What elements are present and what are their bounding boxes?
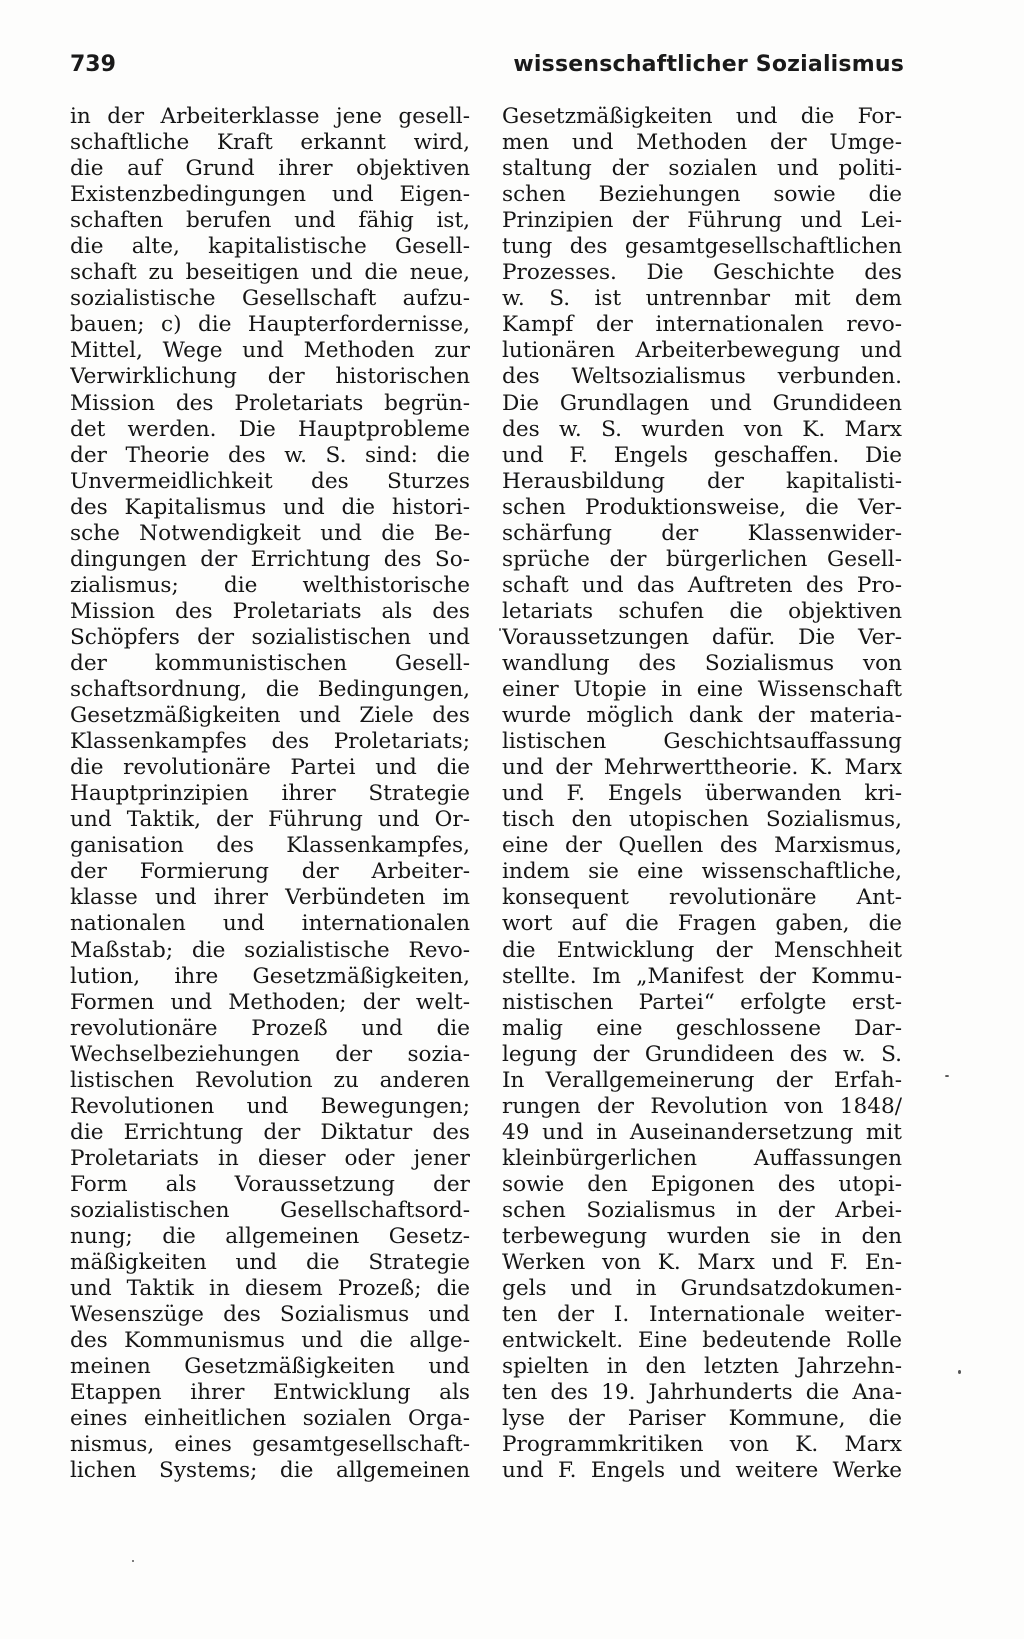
- text-line: Programmkritiken von K. Marx: [502, 1432, 902, 1458]
- text-line: schaft zu beseitigen und die neue,: [70, 260, 470, 286]
- text-column-left: [70, 104, 470, 1484]
- text-line: Verwirklichung der historischen: [70, 364, 470, 390]
- page-number: 739: [70, 52, 116, 77]
- text-line: und Taktik in diesem Prozeß; die: [70, 1276, 470, 1302]
- text-line: ten der I. Internationale weiter-: [502, 1302, 902, 1328]
- text-line: men und Methoden der Umge-: [502, 130, 902, 156]
- scan-speck: [499, 628, 501, 631]
- text-line: staltung der sozialen und politi-: [502, 156, 902, 182]
- text-line: tung des gesamtgesellschaftlichen: [502, 234, 902, 260]
- text-line: schen Sozialismus in der Arbei-: [502, 1197, 902, 1223]
- text-line: Formen und Methoden; der welt-: [70, 989, 470, 1015]
- text-line: mäßigkeiten und die Strategie: [70, 1250, 470, 1276]
- text-line: die Entwicklung der Menschheit: [502, 937, 902, 963]
- text-line: Die Grundlagen und Grundideen: [502, 390, 902, 416]
- text-line: des Kommunismus und die allge-: [70, 1328, 470, 1354]
- text-line: Etappen ihrer Entwicklung als: [70, 1380, 470, 1406]
- text-line: lutionären Arbeiterbewegung und: [502, 338, 902, 364]
- text-line: wurde möglich dank der materia-: [502, 703, 902, 729]
- scan-speck: [132, 1560, 134, 1562]
- text-line: malig eine geschlossene Dar-: [502, 1015, 902, 1041]
- text-line: die alte, kapitalistische Gesell-: [70, 234, 470, 260]
- text-line: schaftliche Kraft erkannt wird,: [70, 130, 470, 156]
- scan-speck: [958, 1370, 961, 1374]
- text-line: nung; die allgemeinen Gesetz-: [70, 1224, 470, 1250]
- text-line: listischen Revolution zu anderen: [70, 1067, 470, 1093]
- text-line: rungen der Revolution von 1848/: [502, 1093, 902, 1119]
- text-line: eines einheitlichen sozialen Orga-: [70, 1406, 470, 1432]
- text-line: entwickelt. Eine bedeutende Rolle: [502, 1328, 902, 1354]
- text-line: Mission des Proletariats als des: [70, 598, 470, 624]
- text-line: und der Mehrwerttheorie. K. Marx: [502, 755, 902, 781]
- text-line: in der Arbeiterklasse jene gesell-: [70, 104, 470, 129]
- text-line: listischen Geschichtsauffassung: [502, 729, 902, 755]
- text-line: indem sie eine wissenschaftliche,: [502, 859, 902, 885]
- text-line: Mission des Proletariats begrün-: [70, 390, 470, 416]
- text-line: Voraussetzungen dafür. Die Ver-: [502, 624, 902, 650]
- text-line: die Errichtung der Diktatur des: [70, 1119, 470, 1145]
- text-line: Prozesses. Die Geschichte des: [502, 260, 902, 286]
- text-line: spielten in den letzten Jahrzehn-: [502, 1354, 902, 1380]
- text-line: des Kapitalismus und die histori-: [70, 494, 470, 520]
- text-line: sprüche der bürgerlichen Gesell-: [502, 546, 902, 572]
- text-line: Proletariats in dieser oder jener: [70, 1145, 470, 1171]
- text-line: ganisation des Klassenkampfes,: [70, 833, 470, 859]
- text-line: schaften berufen und fähig ist,: [70, 208, 470, 234]
- text-line: schen Produktionsweise, die Ver-: [502, 494, 902, 520]
- text-line: Mittel, Wege und Methoden zur: [70, 338, 470, 364]
- text-line: gels und in Grundsatzdokumen-: [502, 1276, 902, 1302]
- text-line: Werken von K. Marx und F. En-: [502, 1250, 902, 1276]
- text-line: der kommunistischen Gesell-: [70, 650, 470, 676]
- text-line: wort auf die Fragen gaben, die: [502, 911, 902, 937]
- text-line: des w. S. wurden von K. Marx: [502, 416, 902, 442]
- text-line: Herausbildung der kapitalisti-: [502, 468, 902, 494]
- text-line: Form als Voraussetzung der: [70, 1171, 470, 1197]
- text-line: Gesetzmäßigkeiten und die For-: [502, 104, 902, 129]
- text-line: zialismus; die welthistorische: [70, 572, 470, 598]
- text-line: lyse der Pariser Kommune, die: [502, 1406, 902, 1432]
- text-line: die revolutionäre Partei und die: [70, 755, 470, 781]
- text-line: Prinzipien der Führung und Lei-: [502, 208, 902, 234]
- running-head: wissenschaftlicher Sozialismus: [513, 52, 904, 77]
- scan-speck: [945, 1075, 949, 1077]
- text-line: sozialistische Gesellschaft aufzu-: [70, 286, 470, 312]
- text-line: Maßstab; die sozialistische Revo-: [70, 937, 470, 963]
- text-line: und F. Engels überwanden kri-: [502, 781, 902, 807]
- text-line: Kampf der internationalen revo-: [502, 312, 902, 338]
- text-line: Revolutionen und Bewegungen;: [70, 1093, 470, 1119]
- text-line: einer Utopie in eine Wissenschaft: [502, 677, 902, 703]
- text-line: der Theorie des w. S. sind: die: [70, 442, 470, 468]
- text-line: meinen Gesetzmäßigkeiten und: [70, 1354, 470, 1380]
- text-line: schen Beziehungen sowie die: [502, 182, 902, 208]
- text-line: ten des 19. Jahrhunderts die Ana-: [502, 1380, 902, 1406]
- text-line: Klassenkampfes des Proletariats;: [70, 729, 470, 755]
- text-line: Hauptprinzipien ihrer Strategie: [70, 781, 470, 807]
- text-line: und F. Engels geschaffen. Die: [502, 442, 902, 468]
- text-line: Existenzbedingungen und Eigen-: [70, 182, 470, 208]
- text-line: revolutionäre Prozeß und die: [70, 1015, 470, 1041]
- text-line: schärfung der Klassenwider-: [502, 520, 902, 546]
- text-line: nistischen Partei“ erfolgte erst-: [502, 989, 902, 1015]
- text-line: und Taktik, der Führung und Or-: [70, 807, 470, 833]
- text-line: sozialistischen Gesellschaftsord-: [70, 1197, 470, 1223]
- text-line: und F. Engels und weitere Werke: [502, 1458, 902, 1484]
- text-line: kleinbürgerlichen Auffassungen: [502, 1145, 902, 1171]
- text-line: nationalen und internationalen: [70, 911, 470, 937]
- text-line: Wesenszüge des Sozialismus und: [70, 1302, 470, 1328]
- text-line: lution, ihre Gesetzmäßigkeiten,: [70, 963, 470, 989]
- text-line: der Formierung der Arbeiter-: [70, 859, 470, 885]
- text-line: letariats schufen die objektiven: [502, 598, 902, 624]
- text-line: sowie den Epigonen des utopi-: [502, 1171, 902, 1197]
- text-line: det werden. Die Hauptprobleme: [70, 416, 470, 442]
- text-line: lichen Systems; die allgemeinen: [70, 1458, 470, 1484]
- text-line: klasse und ihrer Verbündeten im: [70, 885, 470, 911]
- text-line: dingungen der Errichtung des So-: [70, 546, 470, 572]
- text-line: terbewegung wurden sie in den: [502, 1224, 902, 1250]
- page-header: [70, 52, 904, 92]
- text-line: nismus, eines gesamtgesellschaft-: [70, 1432, 470, 1458]
- text-line: tisch den utopischen Sozialismus,: [502, 807, 902, 833]
- text-line: schaftsordnung, die Bedingungen,: [70, 677, 470, 703]
- text-line: die auf Grund ihrer objektiven: [70, 156, 470, 182]
- text-line: 49 und in Auseinandersetzung mit: [502, 1119, 902, 1145]
- text-line: Wechselbeziehungen der sozia-: [70, 1041, 470, 1067]
- text-line: wandlung des Sozialismus von: [502, 650, 902, 676]
- text-line: Unvermeidlichkeit des Sturzes: [70, 468, 470, 494]
- text-line: Schöpfers der sozialistischen und: [70, 624, 470, 650]
- text-line: eine der Quellen des Marxismus,: [502, 833, 902, 859]
- text-line: Gesetzmäßigkeiten und Ziele des: [70, 703, 470, 729]
- text-line: stellte. Im „Manifest der Kommu-: [502, 963, 902, 989]
- text-line: legung der Grundideen des w. S.: [502, 1041, 902, 1067]
- text-line: schaft und das Auftreten des Pro-: [502, 572, 902, 598]
- text-line: bauen; c) die Haupterfordernisse,: [70, 312, 470, 338]
- text-line: w. S. ist untrennbar mit dem: [502, 286, 902, 312]
- text-line: sche Notwendigkeit und die Be-: [70, 520, 470, 546]
- text-line: In Verallgemeinerung der Erfah-: [502, 1067, 902, 1093]
- text-line: konsequent revolutionäre Ant-: [502, 885, 902, 911]
- text-column-right: [502, 104, 902, 1484]
- text-line: des Weltsozialismus verbunden.: [502, 364, 902, 390]
